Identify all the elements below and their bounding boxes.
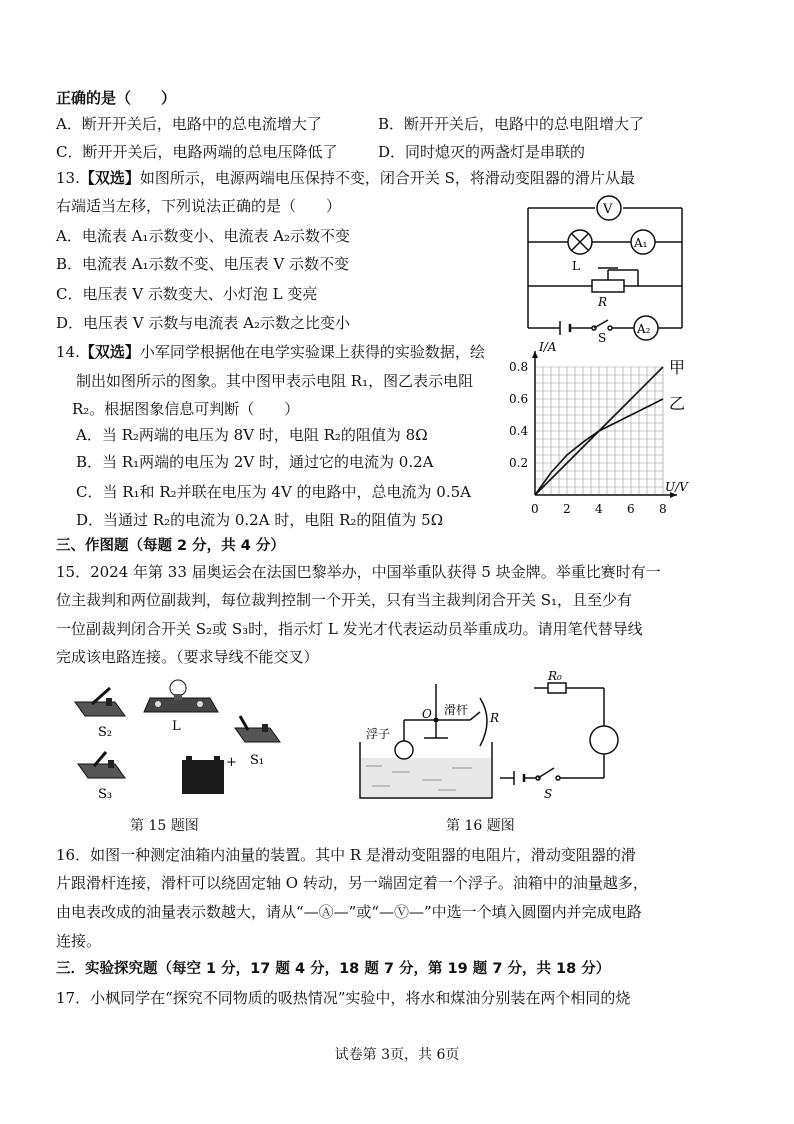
x-axis-label: U/V	[665, 480, 688, 494]
y-tick-label: 0.6	[509, 392, 529, 406]
q12-option-c: C．断开开关后，电路两端的总电压降低了	[56, 143, 338, 161]
lamp-l-label: L	[172, 719, 181, 734]
x-tick-label: 2	[563, 502, 571, 516]
q15-line-2: 位主裁判和两位副裁判，每位裁判控制一个开关，只有当主裁判闭合开关 S₁，且至少有	[56, 591, 633, 609]
pivot-icon	[434, 718, 439, 723]
lamp-icon	[568, 230, 592, 254]
switch-s3-label: S₃	[98, 787, 113, 802]
switch-s2-icon	[75, 688, 125, 716]
switch-label: S	[598, 331, 607, 345]
q14-stem-3: R₂。根据图象信息可判断（ ）	[72, 400, 300, 418]
q13-number: 13.	[56, 169, 80, 187]
q16-caption: 第 16 题图	[446, 818, 515, 834]
pivot-label: O	[422, 707, 432, 721]
rheostat-label: R	[598, 295, 608, 309]
q15-line-4: 完成该电路连接。（要求导线不能交叉）	[56, 648, 319, 666]
section-4-heading: 三．实验探究题（每空 1 分，17 题 4 分，18 题 7 分，第 19 题 7 分，共 18 分）	[56, 961, 611, 977]
x-tick-label: 4	[595, 502, 603, 516]
resistor-r0-icon	[548, 683, 566, 693]
q14-tag: 【双选】	[79, 343, 140, 361]
q13-circuit-diagram	[520, 190, 690, 345]
q17-line-1: 17．小枫同学在“探究不同物质的吸热情况”实验中，将水和煤油分别装在两个相同的烧	[56, 989, 631, 1007]
float-icon	[395, 741, 413, 759]
y-tick-label: 0.8	[509, 360, 529, 374]
y-axis-label: I/A	[539, 340, 557, 354]
x-tick-label: 6	[627, 502, 635, 516]
y-axis-arrow	[532, 351, 538, 358]
q13-stem-1	[56, 168, 635, 188]
page-footer: 试卷第 3页，共 6页	[334, 1047, 460, 1063]
iu-chart	[505, 340, 695, 520]
battery-plus-label: +	[226, 755, 237, 770]
lamp-l-icon	[144, 680, 218, 712]
series-label-yi: 乙	[669, 394, 686, 413]
q13-tag: 【双选】	[79, 169, 140, 187]
section-3-heading: 三、作图题（每题 2 分，共 4 分）	[56, 538, 285, 554]
q16-line-1: 16．如图一种测定油箱内油量的装置。其中 R 是滑动变阻器的电阻片，滑动变阻器的滑	[56, 846, 636, 864]
q13-option-a: A．电流表 A₁示数变小、电流表 A₂示数不变	[56, 227, 351, 245]
x-tick-label: 8	[659, 502, 667, 516]
q12-option-b: B．断开开关后，电路中的总电阻增大了	[378, 115, 645, 133]
r0-label: R₀	[548, 669, 562, 683]
switch-icon	[536, 768, 560, 780]
q14-stem-1	[56, 342, 485, 362]
q12-option-a: A．断开开关后，电路中的总电流增大了	[56, 115, 322, 133]
switch-icon	[592, 320, 612, 330]
q14-number: 14.	[56, 343, 80, 361]
battery-icon	[514, 771, 524, 785]
q16-oil-gauge-diagram	[352, 669, 642, 811]
float-label: 浮子	[366, 727, 391, 741]
q15-components-diagram	[70, 672, 290, 807]
y-tick-label: 0.4	[509, 424, 529, 438]
r-label: R	[490, 711, 500, 725]
battery-icon	[182, 756, 224, 794]
q14-option-a: A．当 R₂两端的电压为 8V 时，电阻 R₂的阻值为 8Ω	[76, 426, 428, 444]
q13-option-c: C．电压表 V 示数变大、小灯泡 L 变亮	[56, 285, 318, 303]
q14-option-c: C．当 R₁和 R₂并联在电压为 4V 的电路中，总电流为 0.5A	[76, 483, 471, 501]
voltmeter-label: V	[603, 202, 613, 217]
q14-option-d: D．当通过 R₂的电流为 0.2A 时，电阻 R₂的阻值为 5Ω	[76, 511, 444, 529]
q13-option-d: D．电压表 V 示数与电流表 A₂示数之比变小	[56, 314, 351, 332]
battery-icon	[560, 321, 570, 335]
switch-s1-label: S₁	[250, 753, 265, 768]
oil-level	[361, 758, 491, 797]
q13-option-b: B．电流表 A₁示数不变、电压表 V 示数不变	[56, 255, 350, 273]
ammeter-a1-label: A₁	[634, 236, 648, 250]
rheostat-icon	[592, 280, 624, 292]
y-tick-label: 0.2	[509, 456, 529, 470]
switch-label: S	[544, 787, 553, 801]
q12-stem-end: 正确的是（ ）	[56, 89, 177, 107]
q15-caption: 第 15 题图	[130, 818, 199, 834]
q16-line-2: 片跟滑杆连接，滑杆可以绕固定轴 O 转动，另一端固定着一个浮子。油箱中的油量越多，	[56, 874, 648, 892]
lamp-label: L	[572, 259, 580, 273]
switch-s2-label: S₂	[98, 725, 113, 740]
x-tick-label: 0	[531, 502, 539, 516]
switch-s3-icon	[78, 752, 125, 778]
q14-stem-2: 制出如图所示的图象。其中图甲表示电阻 R₁，图乙表示电阻	[76, 372, 474, 390]
switch-s1-icon	[235, 716, 280, 742]
meter-circle-icon[interactable]	[590, 726, 618, 754]
q15-line-1: 15．2024 年第 33 届奥运会在法国巴黎举办，中国举重队获得 5 块金牌。举重比赛时有一	[56, 563, 661, 581]
q13-stem-text: 如图所示，电源两端电压保持不变，闭合开关 S，将滑动变阻器的滑片从最	[139, 169, 635, 187]
ammeter-a2-label: A₂	[637, 322, 651, 336]
q13-stem-2: 右端适当左移，下列说法正确的是（ ）	[56, 197, 342, 215]
q14-stem-text: 小军同学根据他在电学实验课上获得的实验数据，绘	[139, 343, 485, 361]
lever-label: 滑杆	[444, 703, 469, 717]
series-label-jia: 甲	[669, 358, 686, 377]
q15-line-3: 一位副裁判闭合开关 S₂或 S₃时，指示灯 L 发光才代表运动员举重成功。请用笔代替导线	[56, 620, 643, 638]
q12-option-d: D．同时熄灭的两盏灯是串联的	[378, 143, 586, 161]
q16-line-3: 由电表改成的油量表示数越大，请从“—Ⓐ—”或“—Ⓥ—”中选一个填入圆圈内并完成电路	[56, 903, 642, 921]
q16-line-4: 连接。	[56, 932, 102, 950]
q14-option-b: B．当 R₁两端的电压为 2V 时，通过它的电流为 0.2A	[76, 453, 434, 471]
